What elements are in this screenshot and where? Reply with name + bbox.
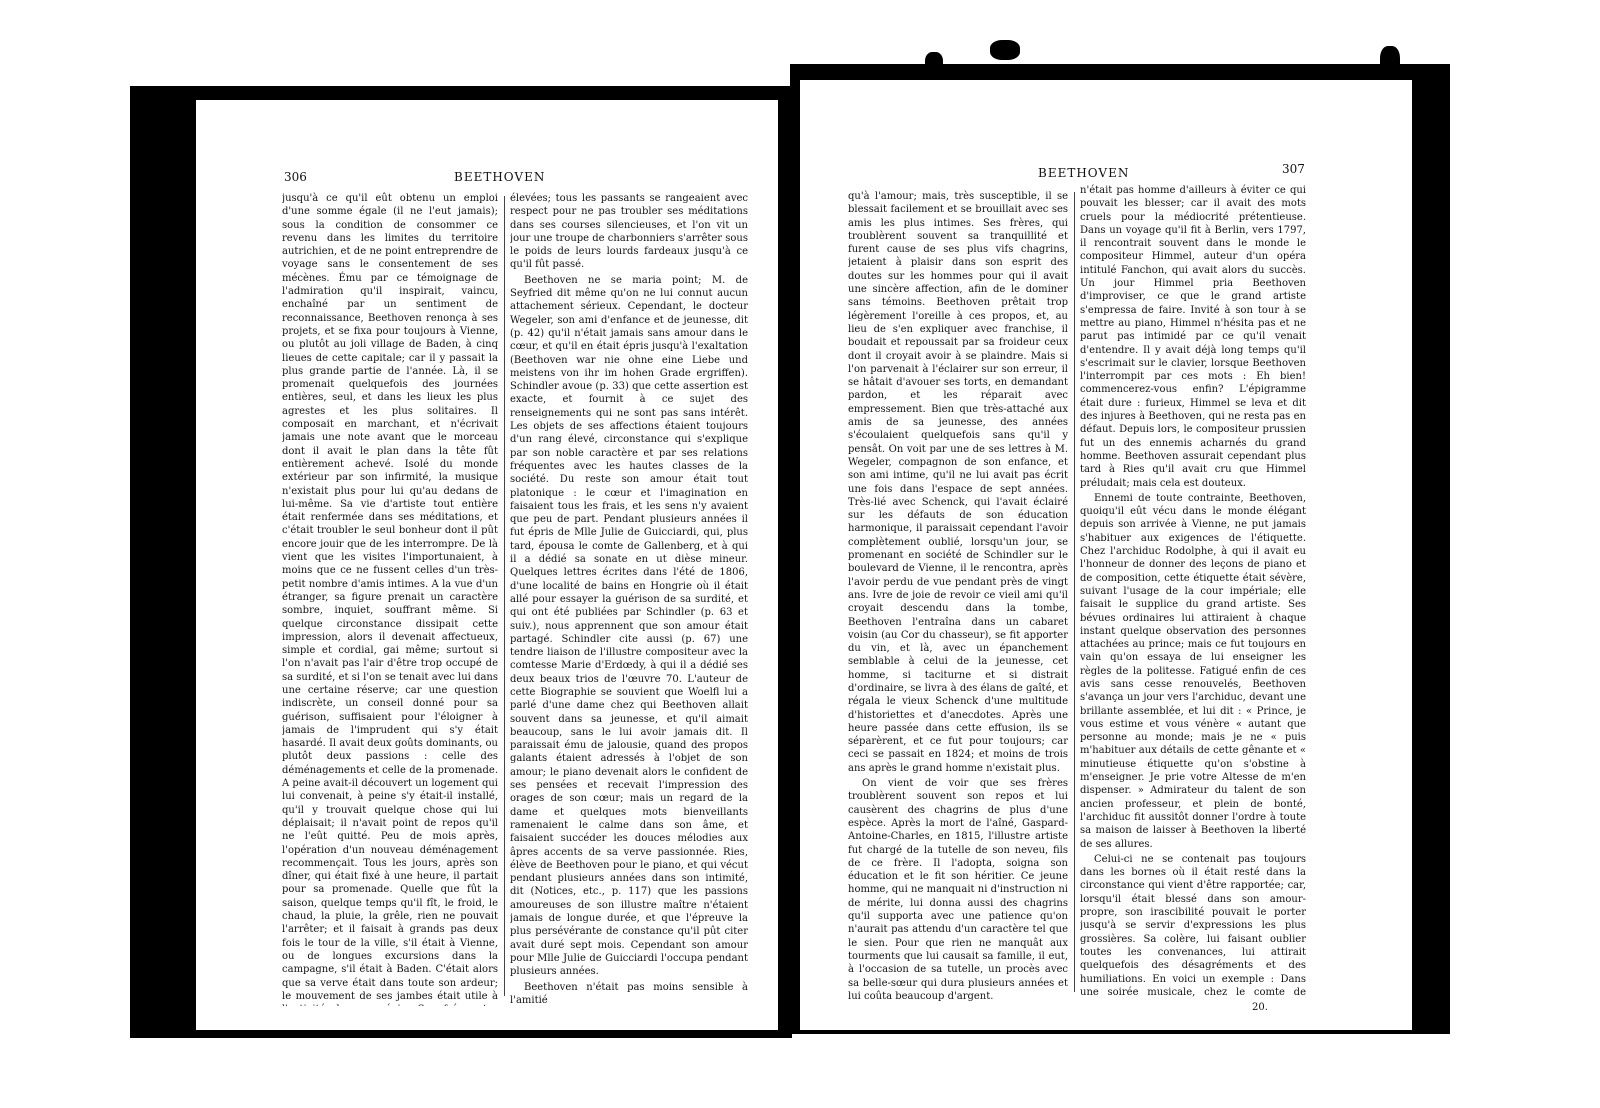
running-head: BEETHOVEN bbox=[454, 170, 546, 184]
paragraph: Ennemi de toute contrainte, Beethoven, quoiqu'il eût vécu dans le monde élégant depuis son arrivée à Vienne, ne put jamais s'habituer aux exigences de l'étiquette. Chez l'archiduc Rodolphe, à qui il avait eu l'honneur de donner des leçons de piano et de composition, cette étiquette était sévère, suivant l'usage de la cour impériale; elle faisait le supplice du grand artiste. Ses bévues ordinaires lui attiraient à chaque instant quelque observation des personnes attachées au prince; mais ce fut toujours en vain qu'on essaya de lui enseigner les règles de la politesse. Fatigué enfin de ces avis sans cesse renouvelés, Beethoven s'avança un jour vers l'archiduc, devant une brillante assemblée, et lui dit : « Prince, je vous estime et vous vénère « autant que personne au monde; mais je ne « puis m'habituer aux détails de cette gênante et « minutieuse étiquette qu'on s'obstine à m'enseigner. Je prie votre Altesse de m'en dispenser. » Admirateur du talent de son ancien professeur, et plein de bonté, l'archiduc fit aussitôt donner l'ordre à toute sa maison de laisser à Beethoven la liberté de ses allures. bbox=[1080, 492, 1306, 850]
paragraph: Beethoven n'était pas moins sensible à l'amitié bbox=[510, 981, 748, 1006]
text-column bbox=[282, 192, 498, 1006]
column-divider bbox=[504, 196, 505, 996]
text-column bbox=[510, 192, 748, 1006]
signature-mark: 20. bbox=[1252, 1002, 1268, 1013]
paragraph: élevées; tous les passants se rangeaient avec respect pour ne pas troubler ses méditations dans ses courses silencieuses, et l'on vit un jour une troupe de charbonniers s'arrêter sous le poids de leurs lourds fardeaux jusqu'à ce qu'il fût passé. bbox=[510, 193, 748, 271]
left-page bbox=[196, 100, 778, 1030]
page-number: 306 bbox=[284, 170, 307, 184]
paragraph: On vient de voir que ses frères troublèrent souvent son repos et lui causèrent des chagrins de plus d'une espèce. Après la mort de l'aîné, Gaspard-Antoine-Charles, en 1815, l'illustre artiste fut chargé de la tutelle de son neveu, fils de ce frère. Il l'adopta, soigna son éducation et le fit son héritier. Ce jeune homme, qui ne manquait ni d'instruction ni de mérite, lui donna aussi des chagrins qu'il supporta avec une patience qu'on n'aurait pas attendu d'un caractère tel que le sien. Pour que rien ne manquât aux tourments que lui causait sa famille, il eut, à l'occasion de sa tutelle, un procès avec sa belle-sœur qui dura plusieurs années et lui coûta beaucoup d'argent. bbox=[848, 778, 1068, 1002]
right-page bbox=[800, 80, 1412, 1030]
ink-blot bbox=[990, 40, 1020, 60]
paragraph: jusqu'à ce qu'il eût obtenu un emploi d'une somme égale (il ne l'eut jamais); sous la condition de consommer ce revenu dans les limites du territoire autrichien, et de ne point entreprendre de voyage sans le consentement de ses mécènes. Ému par ce témoignage de l'admiration qu'il inspirait, vaincu, enchaîné par un sentiment de reconnaissance, Beethoven renonça à ses projets, et se fixa pour toujours à Vienne, ou plutôt au joli village de Baden, à cinq lieues de cette capitale; car il y passait la plus grande partie de l'année. Là, il se promenait quelquefois des journées entières, seul, et dans les lieux les plus agrestes et les plus solitaires. Il composait en marchant, et n'écrivait jamais une note avant que le morceau dont il avait le plan dans la tête fût entièrement achevé. Isolé du monde extérieur par son infirmité, la musique n'existait plus pour lui qu'au dedans de lui-même. Sa vie d'artiste tout entière était renfermée dans ses méditations, et c'était troubler le seul bonheur dont il pût encore jouir que de les interrompre. De là vient que les visites l'importunaient, à moins que ce ne fussent celles d'un très-petit nombre d'amis intimes. A la vue d'un étranger, sa figure prenait un caractère sombre, inquiet, souffrant même. Si quelque circonstance dissipait cette impression, alors il devenait affectueux, simple et cordial, gai même; surtout si l'on n'avait pas l'air d'être trop occupé de sa surdité, et si l'on se tenait avec lui dans une certaine réserve; car une question indiscrète, un conseil donné pour sa guérison, suffisaient pour l'éloigner à jamais de l'imprudent qui s'y était hasardé. Il avait deux goûts dominants, ou plutôt deux passions : celle des déménagements et celle de la promenade. A peine avait-il découvert un logement qui lui convenait, à peine s'y était-il installé, qu'il y trouvait quelque chose qui lui déplaisait; il n'avait point de repos qu'il ne l'eût quitté. Peu de mois après, l'opération d'un nouveau déménagement recommençait. Tous les jours, après son dîner, qui était fixé à une heure, il partait pour sa promenade. Quelle que fût la saison, quelque temps qu'il fît, le froid, le chaud, la pluie, la grêle, rien ne pouvait l'arrêter; et il faisait à grands pas deux fois le tour de la ville, s'il était à Vienne, ou de longues excursions dans la campagne, s'il était à Baden. C'était alors que sa verve était dans toute son ardeur; le mouvement de ses jambes était utile à bbox=[282, 193, 498, 1002]
paragraph: qu'à l'amour; mais, très susceptible, il se blessait facilement et se brouillait avec ses amis les plus intimes. Ses frères, qui troublèrent souvent sa tranquillité et furent cause de ses plus vifs chagrins, jetaient à plaisir dans son esprit des doutes sur les hommes pour qui il avait une sincère affection, afin de le dominer sans témoins. Beethoven prêtait trop légèrement l'oreille à ces propos, et, au lieu de s'en expliquer avec franchise, il boudait et repoussait par sa froideur ceux dont il croyait avoir à se plaindre. Mais si l'on parvenait à l'éclairer sur son erreur, il se hâtait d'avouer ses torts, en demandant pardon, et les réparait avec empressement. Bien que très-attaché aux amis de sa jeunesse, des années s'écoulaient quelquefois sans qu'il y pensât. On voit par une de ses lettres à M. Wegeler, compagnon de son enfance, et son ami intime, qu'il ne lui avait pas écrit une fois dans l'espace de sept années. Très-lié avec Schenck, qui l'avait éclairé sur les défauts de son éducation harmonique, il paraissait cependant l'avoir complètement oublié, lorsqu'un jour, se promenant en société de Schindler sur le boulevard de Vienne, il le rencontra, après l'avoir perdu de vue pendant près de vingt ans. Ivre de joie de revoir ce vieil ami qu'il croyait descendu dans la tombe, Beethoven l'entraîna dans un cabaret voisin (au Cor du chasseur), se fit apporter du vin, et là, avec un épanchement semblable à celui de la jeunesse, cet homme, si taciturne et si distrait d'ordinaire, se livra à des élans de gaîté, et régala le vieux Schenck d'une multitude d'historiettes et d'anecdotes. Après une heure passée dans cette effusion, ils se séparèrent, et ce fut pour toujours; car ceci se passait en 1824; et moins de trois ans après le grand homme n'existait plus. bbox=[848, 191, 1068, 774]
page-number: 307 bbox=[1282, 162, 1305, 176]
column-divider bbox=[1074, 192, 1075, 992]
paragraph: n'était pas homme d'ailleurs à éviter ce qui pouvait les blesser; car il avait des mots cruels pour la médiocrité prétentieuse. Dans un voyage qu'il fit à Berlin, vers 1797, il rencontrait souvent dans le monde le compositeur Himmel, auteur d'un opéra intitulé Fanchon, qui avait alors du succès. Un jour Himmel pria Beethoven d'improviser, ce que le grand artiste s'empressa de faire. Invité à son tour à se mettre au piano, Himmel n'hésita pas et ne parut pas intimidé par ce qu'il venait d'entendre. Il y avait déjà long temps qu'il s'escrimait sur le clavier, lorsque Beethoven l'interrompit par ces mots : Eh bien! commencerez-vous enfin? L'épigramme était dure : furieux, Himmel se leva et dit des injures à Beethoven, qui ne resta pas en défaut. Depuis lors, le compositeur prussien fut un des ennemis acharnés du grand homme. Beethoven assurait cependant plus tard à Ries qu'il avait cru que Himmel préludait; mais cela est douteux. bbox=[1080, 185, 1306, 489]
paragraph: Beethoven ne se maria point; M. de Seyfried dit même qu'on ne lui connut aucun attachement sérieux. Cependant, le docteur Wegeler, son ami d'enfance et de jeunesse, dit (p. 42) qu'il n'était jamais sans amour dans le cœur, et qu'il en était épris jusqu'à l'exaltation (Beethoven war nie ohne eine Liebe und meistens von ihr im hohen Grade ergriffen). Schindler avoue (p. 33) que cette assertion est exacte, et fournit à ce sujet des renseignements qui ne sont pas sans intérêt. Les objets de ses affections étaient toujours d'un rang élevé, circonstance qui s'explique par son noble caractère et par ses relations fréquentes avec les hautes classes de la société. Du reste son amour était tout platonique : le cœur et l'imagination en faisaient tous les frais, et les sens n'y avaient que peu de part. Pendant plusieurs années il fut épris de Mlle Julie de Guicciardi, qui, plus tard, épousa le comte de Gallenberg, et à qui il a dédié sa sonate en ut dièse mineur. Quelques lettres écrites dans l'été de 1806, d'une localité de bains en Hongrie où il était allé pour essayer la guérison de sa surdité, et qui ont été publiées par Schindler (p. 63 et suiv.), nous apprennent que son amour était partagé. Schindler cite aussi (p. 67) une tendre liaison de l'illustre compositeur avec la comtesse Marie d'Erdœdy, à qui il a dédié ses deux beaux trios de l'œuvre 70. L'auteur de cette Biographie se souvient que Woelfl lui a parlé d'une dame chez qui Beethoven allait souvent dans sa jeunesse, et qu'il aimait beaucoup, sans le lui avoir jamais dit. Il paraissait ému de jalousie, quand des propos galants étaient adressés à l'objet de son amour; le piano devenait alors le confident de ses pensées et recevait l'impression des orages de son cœur; mais un regard de la dame et quelques mots bienveillants ramenaient le calme dans son âme, et faisaient succéder les douces mélodies aux âpres accents de sa verve passionnée. Ries, élève de Beethoven pour le piano, et qui vécut pendant plusieurs années dans son intimité, dit (Notices, etc., p. 117) que les passions amoureuses de son illustre maître n'étaient jamais de longue durée, et que l'épreuve la plus persévérante de constance qu'il pût citer avait duré sept mois. Cependant son amour pour Mlle Julie de Guicciardi l'occupa pendant plusieurs années. bbox=[510, 274, 748, 978]
text-column bbox=[1080, 184, 1306, 998]
ink-blot bbox=[1380, 46, 1400, 76]
paragraph: Celui-ci ne se contenait pas toujours dans les bornes où il était resté dans la circonstance qui vient d'être rapportée; car, lorsqu'il était blessé dans son amour-propre, son irascibilité pouvait le porter jusqu'à se servir d'expressions les plus grossières. Sa colère, lui faisant oublier toutes les convenances, lui attirait quelquefois des désagréments et des humiliations. En voici un exemple : Dans une soirée musicale, chez le comte de bbox=[1080, 853, 1306, 998]
ink-blot bbox=[925, 52, 943, 74]
running-head: BEETHOVEN bbox=[1038, 166, 1130, 180]
text-column bbox=[848, 190, 1068, 1004]
